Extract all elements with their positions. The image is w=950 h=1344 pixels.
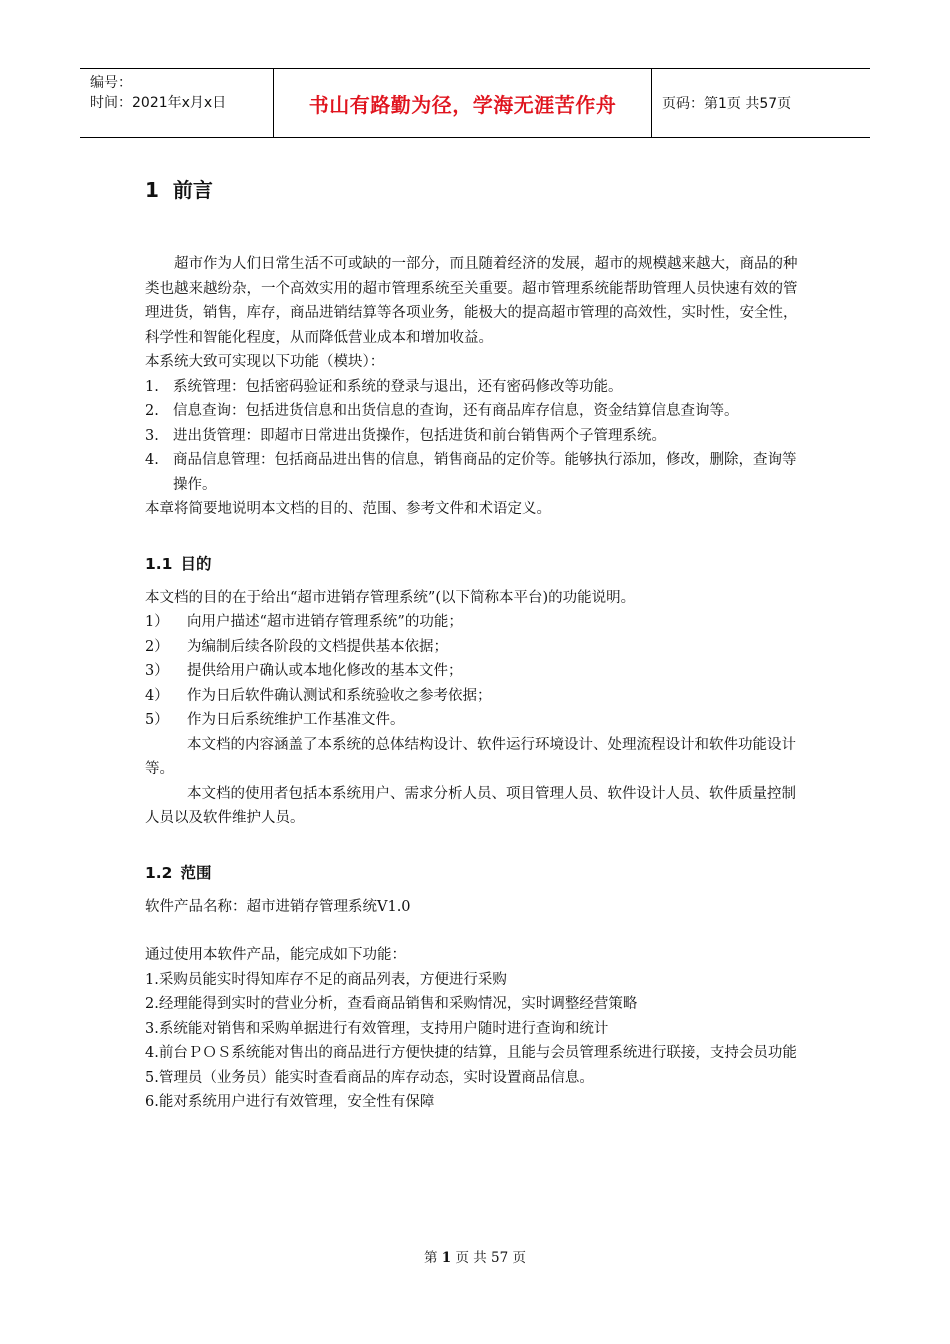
purpose-item [145, 610, 810, 635]
section-title: 范围 [180, 863, 212, 882]
section-number: 1.1 [145, 554, 173, 573]
header-motto: 书山有路勤为径，学海无涯苦作舟 [308, 92, 617, 117]
module-item [145, 424, 810, 449]
list-item-text: 系统管理：包括密码验证和系统的登录与退出，还有密码修改等功能。 [173, 378, 623, 395]
section-heading-1-1 [145, 552, 810, 586]
document-date: 时间：2021年x月x日 [90, 95, 227, 111]
coverage-paragraph: 本文档的内容涵盖了本系统的总体结构设计、软件运行环境设计、处理流程设计和软件功能设计等。 [145, 736, 796, 777]
modules-intro: 本系统大致可实现以下功能（模块）： [145, 354, 385, 370]
list-item-text: 向用户描述“超市进销存管理系统”的功能； [187, 614, 463, 630]
section-number: 1 [145, 178, 159, 202]
list-item-number: 2. [145, 403, 159, 419]
list-item-number: 3） [145, 663, 169, 679]
list-item-number: 3. [145, 427, 159, 444]
list-item-number: 2） [145, 638, 169, 655]
list-item-number: 5） [145, 712, 169, 728]
document-number-label: 编号： [90, 75, 132, 91]
purpose-item [145, 708, 810, 733]
header-meta [80, 69, 274, 137]
modules-list [145, 375, 810, 498]
header-page-info: 页码：第1页 共57页 [662, 96, 792, 112]
purpose-list [145, 610, 810, 733]
section-number: 1.2 [145, 863, 173, 882]
list-item-text: 商品信息管理：包括商品进出售的信息，销售商品的定价等。能够执行添加，修改，删除，查询等操作。 [173, 452, 797, 493]
purpose-item [145, 635, 810, 660]
features-intro: 通过使用本软件产品，能完成如下功能： [145, 947, 406, 963]
list-item-text: 进出货管理：即超市日常进出货操作，包括进货和前台销售两个子管理系统。 [173, 427, 666, 444]
audience-paragraph: 本文档的使用者包括本系统用户、需求分析人员、项目管理人员、软件设计人员、软件质量控制人员以及软件维护人员。 [145, 785, 796, 826]
feature-item: 4.前台ＰＯＳ系统能对售出的商品进行方便快捷的结算，且能与会员管理系统进行联接，支持会员功能 [145, 1045, 797, 1061]
header-motto-cell [274, 69, 652, 137]
footer-suffix: 页 [512, 1250, 527, 1266]
section-title: 前言 [172, 178, 213, 202]
feature-item: 3.系统能对销售和采购单据进行有效管理，支持用户随时进行查询和统计 [145, 1020, 609, 1037]
list-item-number: 4） [145, 687, 169, 704]
list-item-text: 作为日后系统维护工作基准文件。 [187, 712, 405, 728]
module-item [145, 448, 810, 497]
document-body [145, 170, 810, 1115]
list-item-text: 作为日后软件确认测试和系统验收之参考依据； [187, 687, 492, 704]
feature-item: 2.经理能得到实时的营业分析，查看商品销售和采购情况，实时调整经营策略 [145, 996, 638, 1012]
product-name: 软件产品名称：超市进销存管理系统V1.0 [145, 898, 411, 915]
footer-middle: 页 共 [455, 1250, 487, 1266]
purpose-intro: 本文档的目的在于给出“超市进销存管理系统”(以下简称本平台)的功能说明。 [145, 589, 636, 606]
feature-item: 1.采购员能实时得知库存不足的商品列表，方便进行采购 [145, 971, 507, 988]
module-item [145, 375, 810, 400]
list-item-text: 为编制后续各阶段的文档提供基本依据； [187, 638, 448, 655]
chapter-note: 本章将简要地说明本文档的目的、范围、参考文件和术语定义。 [145, 501, 551, 517]
page-header [80, 68, 870, 138]
purpose-item [145, 684, 810, 709]
module-item [145, 399, 810, 424]
intro-paragraph: 超市作为人们日常生活不可或缺的一部分，而且随着经济的发展，超市的规模越来越大，商品的种类也越来越纷杂，一个高效实用的超市管理系统至关重要。超市管理系统能帮助管理人员快速有效的管理进货，销售，库存，商品进销结算等各项业务，能极大的提高超市管理的高效性，实时性，安全性，科学性和智能化程度，从而降低营业成本和增加收益。 [145, 256, 798, 346]
list-item-number: 1） [145, 614, 169, 630]
feature-item: 6.能对系统用户进行有效管理，安全性有保障 [145, 1094, 435, 1110]
footer-prefix: 第 [423, 1250, 438, 1266]
list-item-text: 信息查询：包括进货信息和出货信息的查询，还有商品库存信息，资金结算信息查询等。 [173, 403, 739, 419]
section-title: 目的 [180, 554, 212, 573]
footer-total-pages: 57 [491, 1250, 509, 1266]
list-item-number: 1. [145, 378, 159, 395]
purpose-item [145, 659, 810, 684]
list-item-number: 4. [145, 452, 159, 468]
section-heading-1 [145, 178, 810, 218]
footer-page-number: 1 [441, 1250, 452, 1266]
feature-item: 5.管理员（业务员）能实时查看商品的库存动态，实时设置商品信息。 [145, 1069, 594, 1086]
page-footer [0, 1246, 950, 1266]
section-heading-1-2 [145, 861, 810, 895]
list-item-text: 提供给用户确认或本地化修改的基本文件； [187, 663, 463, 679]
features-list [145, 968, 810, 1115]
